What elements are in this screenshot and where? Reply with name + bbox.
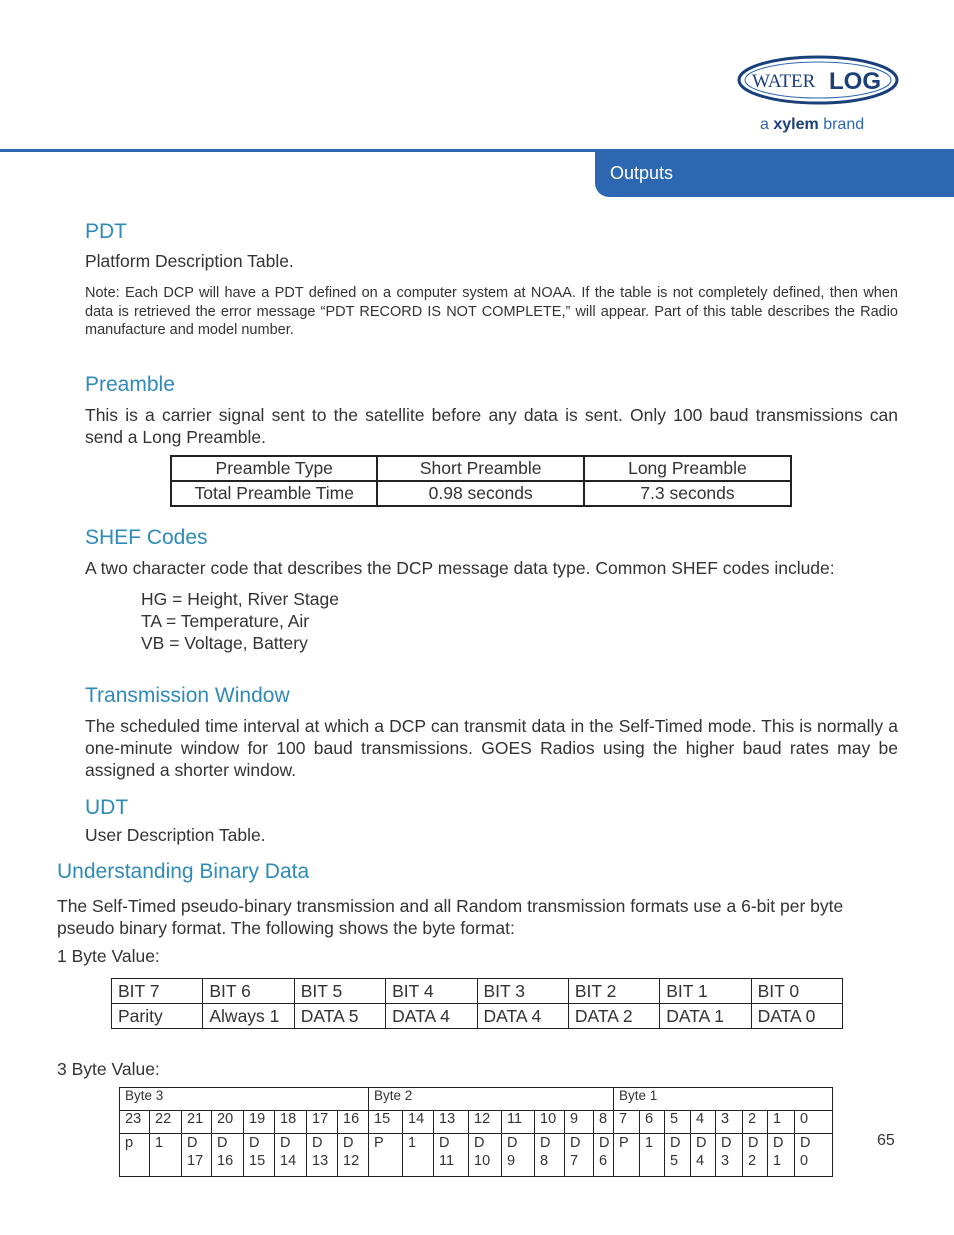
cell-line: 5	[670, 1153, 679, 1169]
table-cell: DATA 1	[660, 1004, 751, 1029]
table-cell: DATA 5	[294, 1004, 385, 1029]
cell-line: D	[570, 1135, 581, 1151]
table-cell: 18	[275, 1111, 307, 1134]
table-cell: 0	[795, 1111, 833, 1134]
cell-line: D	[474, 1135, 485, 1151]
cell-line: 17	[187, 1153, 204, 1169]
table-cell: Short Preamble	[377, 456, 583, 481]
table-cell	[434, 1134, 469, 1177]
table-cell	[403, 1134, 434, 1177]
table-cell: DATA 4	[477, 1004, 568, 1029]
pdt-text: Platform Description Table.	[85, 251, 294, 271]
section-tab	[595, 149, 954, 197]
waterlog-logo-mark	[737, 55, 899, 105]
table-cell: 1	[768, 1111, 795, 1134]
table-cell: 17	[307, 1111, 338, 1134]
table-cell: DATA 4	[386, 1004, 477, 1029]
cell-line: 8	[540, 1153, 549, 1169]
table-cell	[594, 1134, 614, 1177]
cell-line: 3	[721, 1153, 730, 1169]
pdt-heading: PDT	[85, 220, 127, 243]
brand-name: xylem	[773, 116, 819, 133]
cell-line: D	[773, 1135, 784, 1151]
table-cell	[795, 1134, 833, 1177]
byte-2-header: Byte 2	[369, 1088, 614, 1111]
table-cell: BIT 2	[568, 979, 659, 1004]
table-cell: BIT 3	[477, 979, 568, 1004]
table-cell	[150, 1134, 182, 1177]
table-cell: 2	[743, 1111, 768, 1134]
cell-line: 12	[343, 1153, 360, 1169]
binary-text: The Self-Timed pseudo-binary transmission and all Random transmission formats use a 6-bit per byte pseudo binary format. The following shows the byte format:	[57, 896, 844, 938]
table-cell: BIT 6	[203, 979, 294, 1004]
brand-suffix: brand	[823, 116, 865, 133]
table-cell: 21	[182, 1111, 212, 1134]
cell-line: D	[507, 1135, 518, 1151]
byte-1-header: Byte 1	[614, 1088, 833, 1111]
cell-line: 9	[507, 1153, 516, 1169]
table-cell: BIT 4	[386, 979, 477, 1004]
cell-line: p	[125, 1135, 134, 1151]
table-cell: 6	[640, 1111, 665, 1134]
table-cell: 4	[691, 1111, 716, 1134]
waterlog-logo	[737, 55, 899, 105]
cell-line: 2	[748, 1153, 757, 1169]
shef-heading: SHEF Codes	[85, 526, 208, 549]
cell-line: P	[374, 1135, 384, 1151]
table-cell: DATA 0	[751, 1004, 842, 1029]
cell-line: D	[696, 1135, 707, 1151]
preamble-text: This is a carrier signal sent to the satellite before any data is sent. Only 100 baud transmissions can send a Long Preamble.	[85, 405, 898, 447]
cell-line: 6	[599, 1153, 608, 1169]
cell-line: 10	[474, 1153, 491, 1169]
table-row	[120, 1111, 833, 1134]
table-cell: Long Preamble	[584, 456, 791, 481]
table-cell: Preamble Type	[171, 456, 377, 481]
table-cell: 9	[565, 1111, 594, 1134]
table-cell: 7	[614, 1111, 640, 1134]
cell-line: 11	[439, 1153, 455, 1169]
cell-line: D	[187, 1135, 198, 1151]
table-cell	[565, 1134, 594, 1177]
table-cell: DATA 2	[568, 1004, 659, 1029]
table-cell: 15	[369, 1111, 403, 1134]
cell-line: D	[800, 1135, 811, 1151]
cell-line: 1	[408, 1135, 417, 1151]
cell-line: D	[721, 1135, 732, 1151]
udt-text: User Description Table.	[85, 825, 266, 845]
xylem-brand-line	[760, 116, 864, 134]
cell-line: D	[217, 1135, 228, 1151]
cell-line: 4	[696, 1153, 705, 1169]
table-cell	[212, 1134, 244, 1177]
table-cell: 20	[212, 1111, 244, 1134]
cell-line: 16	[217, 1153, 234, 1169]
table-cell	[244, 1134, 275, 1177]
transmission-window-heading: Transmission Window	[85, 684, 290, 707]
table-cell: 3	[716, 1111, 743, 1134]
preamble-heading: Preamble	[85, 373, 175, 396]
table-cell	[614, 1134, 640, 1177]
table-row	[120, 1088, 833, 1111]
table-cell: 5	[665, 1111, 691, 1134]
list-item: HG = Height, River Stage	[141, 589, 339, 609]
table-cell: Total Preamble Time	[171, 481, 377, 506]
cell-line: 1	[773, 1153, 782, 1169]
pdt-note: Note: Each DCP will have a PDT defined on a computer system at NOAA. If the table is not completely defined, then when data is retrieved the error message “PDT RECORD IS NOT COMPLETE,” will appear. Part of this table describes the Radio manufacture and model number.	[85, 285, 898, 338]
table-cell: BIT 1	[660, 979, 751, 1004]
table-row	[171, 481, 791, 506]
brand-prefix: a	[760, 116, 769, 133]
table-cell: BIT 7	[112, 979, 203, 1004]
table-cell	[743, 1134, 768, 1177]
table-cell	[275, 1134, 307, 1177]
table-cell	[338, 1134, 369, 1177]
cell-line: D	[343, 1135, 354, 1151]
cell-line: D	[249, 1135, 260, 1151]
cell-line: P	[619, 1135, 629, 1151]
table-cell	[469, 1134, 502, 1177]
one-byte-table	[111, 978, 843, 1029]
table-cell: Parity	[112, 1004, 203, 1029]
cell-line: 1	[155, 1135, 164, 1151]
table-row	[120, 1134, 833, 1177]
table-cell	[120, 1134, 150, 1177]
table-cell: BIT 5	[294, 979, 385, 1004]
table-cell	[640, 1134, 665, 1177]
table-cell	[768, 1134, 795, 1177]
table-cell: 8	[594, 1111, 614, 1134]
cell-line: D	[312, 1135, 323, 1151]
cell-line: D	[439, 1135, 450, 1151]
cell-line: 14	[280, 1153, 297, 1169]
table-cell	[716, 1134, 743, 1177]
table-cell	[691, 1134, 716, 1177]
cell-line: D	[599, 1135, 610, 1151]
table-cell: 0.98 seconds	[377, 481, 583, 506]
table-cell	[369, 1134, 403, 1177]
table-cell	[182, 1134, 212, 1177]
table-cell: 13	[434, 1111, 469, 1134]
cell-line: 0	[800, 1153, 809, 1169]
three-byte-label: 3 Byte Value:	[57, 1059, 160, 1079]
cell-line: 15	[249, 1153, 266, 1169]
logo-log-text: LOG	[829, 68, 881, 95]
logo-water-text: WATER	[752, 71, 816, 92]
page-number: 65	[877, 1132, 895, 1149]
table-cell: 22	[150, 1111, 182, 1134]
cell-line: 1	[645, 1135, 654, 1151]
list-item: VB = Voltage, Battery	[141, 633, 308, 653]
cell-line: D	[280, 1135, 291, 1151]
table-cell	[665, 1134, 691, 1177]
cell-line: D	[540, 1135, 551, 1151]
three-byte-table	[119, 1087, 833, 1177]
table-row	[112, 979, 843, 1004]
list-item: TA = Temperature, Air	[141, 611, 310, 631]
table-cell: 11	[502, 1111, 535, 1134]
section-tab-label: Outputs	[610, 163, 674, 183]
transmission-window-text: The scheduled time interval at which a DCP can transmit data in the Self-Timed mode. This is normally a one-minute window for 100 baud transmissions. GOES Radios using the higher baud rates may be assigned a shorter window.	[85, 716, 898, 780]
table-cell: BIT 0	[751, 979, 842, 1004]
table-row	[112, 1004, 843, 1029]
cell-line: 7	[570, 1153, 579, 1169]
table-cell: 23	[120, 1111, 150, 1134]
table-cell: 12	[469, 1111, 502, 1134]
shef-code-list	[141, 588, 339, 654]
table-cell: 10	[535, 1111, 565, 1134]
table-cell: 16	[338, 1111, 369, 1134]
udt-heading: UDT	[85, 796, 129, 819]
one-byte-label: 1 Byte Value:	[57, 946, 160, 966]
table-cell: 19	[244, 1111, 275, 1134]
binary-heading: Understanding Binary Data	[57, 860, 310, 883]
table-cell	[502, 1134, 535, 1177]
table-cell	[307, 1134, 338, 1177]
cell-line: D	[748, 1135, 759, 1151]
table-cell: Always 1	[203, 1004, 294, 1029]
cell-line: D	[670, 1135, 681, 1151]
shef-text: A two character code that describes the DCP message data type. Common SHEF codes include:	[85, 558, 835, 578]
table-row	[171, 456, 791, 481]
byte-3-header: Byte 3	[120, 1088, 369, 1111]
cell-line: 13	[312, 1153, 329, 1169]
table-cell: 7.3 seconds	[584, 481, 791, 506]
preamble-table	[170, 455, 792, 507]
table-cell: 14	[403, 1111, 434, 1134]
table-cell	[535, 1134, 565, 1177]
